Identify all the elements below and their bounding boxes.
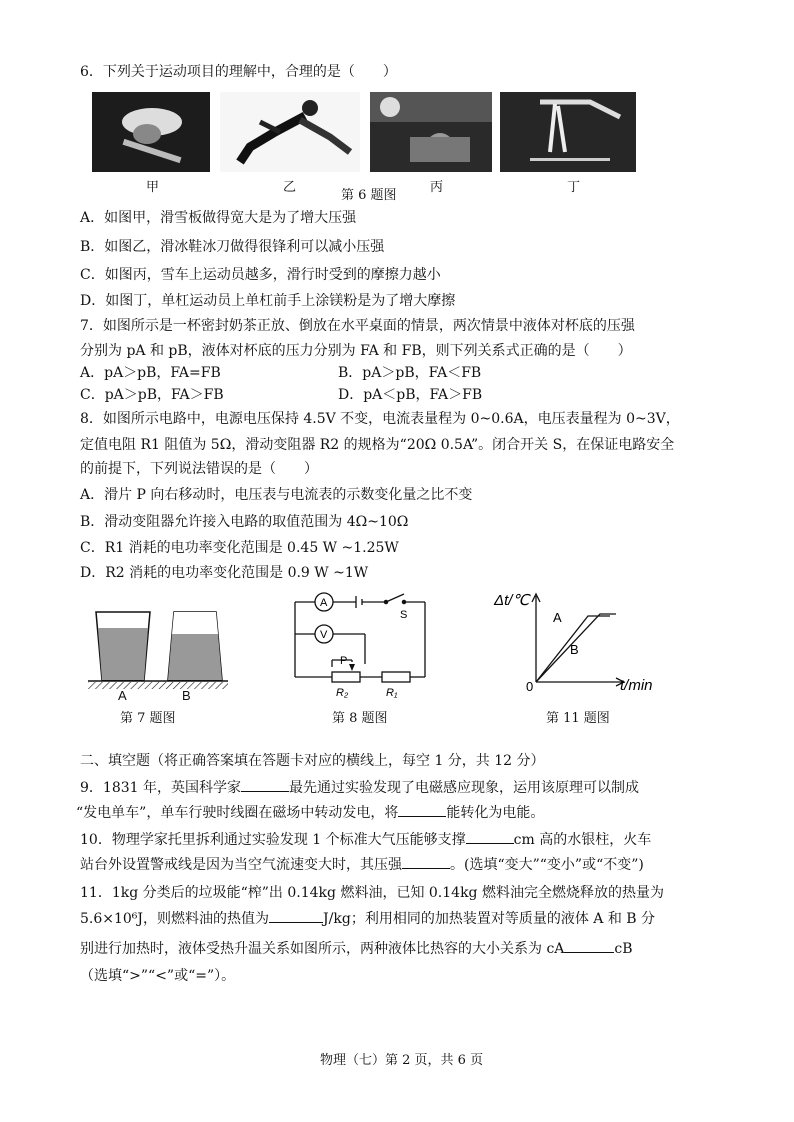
fig8-circuit xyxy=(290,592,430,700)
q9-text-2b: 能转化为电能。 xyxy=(446,805,545,821)
q10-text-1a: 10．物理学家托里拆利通过实验发现 1 个标准大气压能够支撑 xyxy=(80,832,466,848)
fig7-label-a: A xyxy=(118,688,127,703)
q7-option-d: D．pA＜pB，FA＞FB xyxy=(338,387,483,403)
photo-bar xyxy=(500,92,636,172)
q6-option-c: C．如图丙，雪车上运动员越多，滑行时受到的摩擦力越小 xyxy=(80,267,441,283)
q9-line2 xyxy=(76,804,544,822)
x-axis-label: t/min xyxy=(620,677,653,694)
q8-stem-line2: 定值电阻 R1 阻值为 5Ω，滑动变阻器 R2 的规格为“20Ω 0.5A”。闭合开关 S，在保证电路安全 xyxy=(80,437,675,453)
q6-caption: 第 6 题图 xyxy=(341,188,397,203)
y-axis-label: Δt/℃ xyxy=(494,592,530,609)
voltmeter-label: V xyxy=(320,629,328,641)
fig7-label-b: B xyxy=(182,688,191,703)
q10-line2 xyxy=(80,856,644,874)
section2-title: 二、填空题（将正确答案填在答题卡对应的横线上，每空 1 分，共 12 分） xyxy=(80,753,545,769)
q7-option-c: C．pA＞pB，FA＞FB xyxy=(80,387,224,403)
q9-blank-2[interactable] xyxy=(398,804,446,817)
switch-label: S xyxy=(400,609,408,621)
q8-option-c: C．R1 消耗的电功率变化范围是 0.45 W ~1.25W xyxy=(80,540,399,556)
photo-ski xyxy=(92,92,210,172)
series-a-label: A xyxy=(553,610,562,625)
slider-label: P xyxy=(340,655,348,667)
q11-text-3a: 别进行加热时，液体受热升温关系如图所示，两种液体比热容的大小关系为 cA xyxy=(80,941,565,957)
q11-blank-2[interactable] xyxy=(564,940,614,953)
photo-label-3: 丙 xyxy=(430,180,444,195)
fig11-graph xyxy=(490,588,666,696)
photo-skating xyxy=(220,92,360,172)
photo-bobsled xyxy=(370,92,492,172)
series-b-label: B xyxy=(570,642,579,657)
q7-stem-line2: 分别为 pA 和 pB，液体对杯底的压力分别为 FA 和 FB，则下列关系式正确的是（ ） xyxy=(80,343,632,359)
q8-option-d: D．R2 消耗的电功率变化范围是 0.9 W ~1W xyxy=(80,565,369,581)
r2-label: R₂ xyxy=(336,687,349,699)
q6-option-d: D．如图丁，单杠运动员上单杠前手上涂镁粉是为了增大摩擦 xyxy=(80,293,456,309)
q10-line1 xyxy=(80,831,651,849)
q11-line2 xyxy=(80,910,655,928)
q9-line1 xyxy=(80,779,639,797)
ammeter-label: A xyxy=(320,597,328,609)
fig7-caption: 第 7 题图 xyxy=(120,711,176,726)
q6-stem: 6．下列关于运动项目的理解中，合理的是（ ） xyxy=(80,64,397,80)
photo-label-1: 甲 xyxy=(146,180,160,195)
page-footer: 物理（七）第 2 页，共 6 页 xyxy=(320,1053,484,1068)
q11-blank-1[interactable] xyxy=(269,910,323,923)
q11-line3 xyxy=(80,940,633,958)
fig11-caption: 第 11 题图 xyxy=(546,711,610,726)
q11-line4: （选填“>”“<”或“=”）。 xyxy=(80,968,236,984)
q10-text-1b: cm 高的水银柱，火车 xyxy=(513,832,652,848)
origin-label: 0 xyxy=(526,679,534,694)
q6-option-b: B．如图乙，滑冰鞋冰刀做得很锋利可以减小压强 xyxy=(80,239,385,255)
q11-text-2a: 5.6×10⁶J，则燃料油的热值为 xyxy=(80,911,270,927)
q7-option-a: A．pA＞pB，FA=FB xyxy=(80,365,221,381)
photo-label-4: 丁 xyxy=(567,180,581,195)
q11-text-3b: cB xyxy=(614,941,633,957)
r1-label: R₁ xyxy=(386,687,398,699)
q7-option-b: B．pA＞pB，FA＜FB xyxy=(338,365,482,381)
q8-stem-line1: 8．如图所示电路中，电源电压保持 4.5V 不变，电流表量程为 0~0.6A，电压表量程为 0~3V， xyxy=(80,411,680,427)
photo-label-2: 乙 xyxy=(283,180,297,195)
q9-text-1a: 9．1831 年，英国科学家 xyxy=(80,780,241,796)
q10-blank-2[interactable] xyxy=(402,856,450,869)
fig7-cups xyxy=(88,604,228,690)
q7-stem-line1: 7．如图所示是一杯密封奶茶正放、倒放在水平桌面的情景，两次情景中液体对杯底的压强 xyxy=(80,318,635,334)
q9-text-2a: “发电单车”，单车行驶时线圈在磁场中转动发电，将 xyxy=(76,805,399,821)
q11-text-2b: J/kg；利用相同的加热装置对等质量的液体 A 和 B 分 xyxy=(323,911,656,927)
q9-blank-1[interactable] xyxy=(241,779,289,792)
q8-option-a: A．滑片 P 向右移动时，电压表与电流表的示数变化量之比不变 xyxy=(80,487,473,503)
fig8-caption: 第 8 题图 xyxy=(332,711,388,726)
q6-option-a: A．如图甲，滑雪板做得宽大是为了增大压强 xyxy=(80,210,357,226)
q10-blank-1[interactable] xyxy=(466,831,514,844)
q8-stem-line3: 的前提下，下列说法错误的是（ ） xyxy=(80,461,318,477)
q10-text-2a: 站台外设置警戒线是因为当空气流速变大时，其压强 xyxy=(80,857,402,873)
q8-option-b: B．滑动变阻器允许接入电路的取值范围为 4Ω~10Ω xyxy=(80,514,409,530)
q10-text-2b: 。(选填“变大”“变小”或“不变”) xyxy=(450,857,644,873)
q11-line1: 11．1kg 分类后的垃圾能“榨”出 0.14kg 燃料油，已知 0.14kg 燃料油完全燃烧释放的热量为 xyxy=(80,885,664,901)
q9-text-1b: 最先通过实验发现了电磁感应现象，运用该原理可以制成 xyxy=(289,780,639,796)
